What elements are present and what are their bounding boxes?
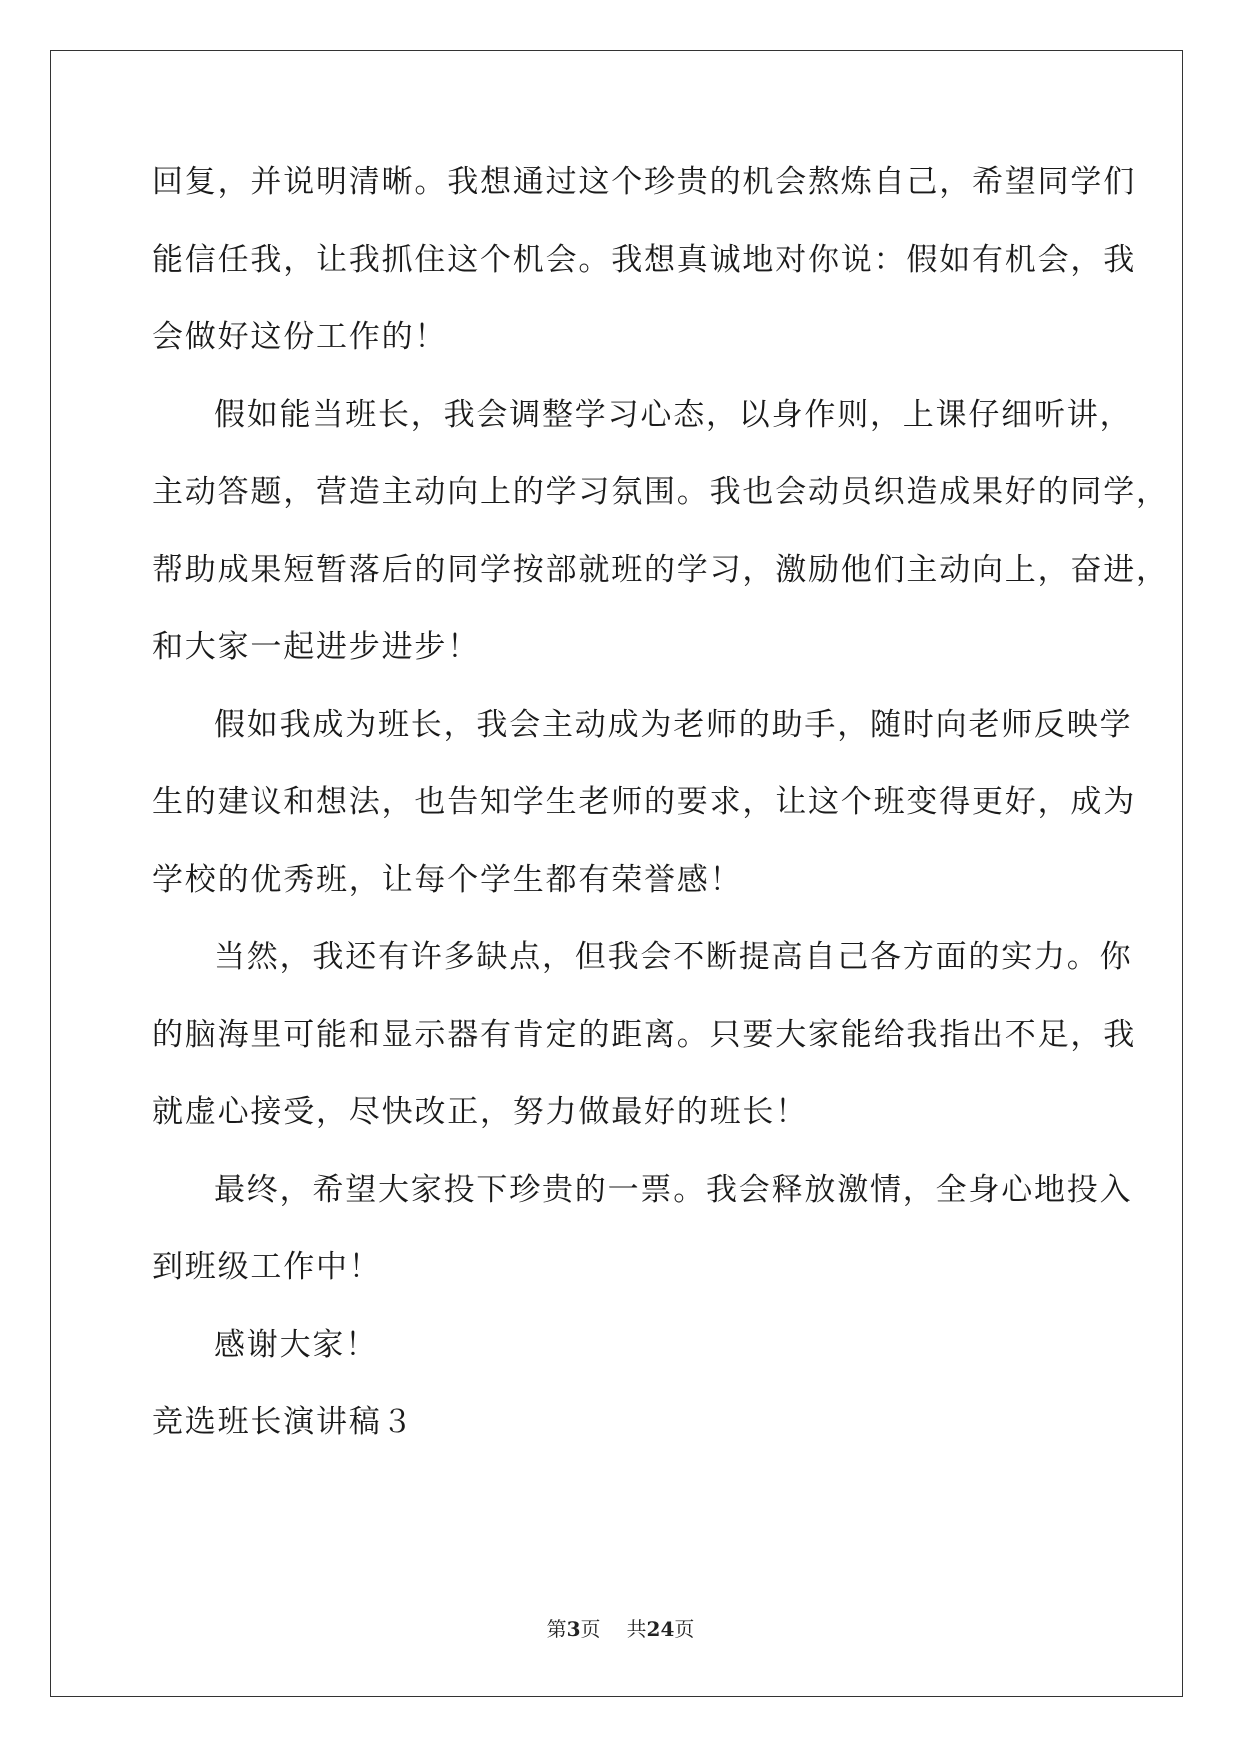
paragraph-first-line: 假如我成为班长，我会主动成为老师的助手，随时向老师反映学 — [214, 706, 1133, 743]
total-page-number: 24 — [646, 1617, 675, 1641]
paragraph-first-line: 感谢大家！ — [214, 1326, 378, 1363]
text-line: 帮助成果短暂落后的同学按部就班的学习，激励他们主动向上，奋进， — [152, 551, 1169, 588]
document-body — [152, 164, 1169, 1482]
text-line: 能信任我，让我抓住这个机会。我想真诚地对你说：假如有机会，我 — [152, 241, 1136, 278]
text-line: 就虚心接受，尽快改正，努力做最好的班长！ — [152, 1094, 808, 1130]
paragraph-first-line: 最终，希望大家投下珍贵的一票。我会释放激情，全身心地投入 — [214, 1171, 1133, 1208]
text-line: 的脑海里可能和显示器有肯定的距离。只要大家能给我指出不足，我 — [152, 1016, 1136, 1053]
text-line: 会做好这份工作的！ — [152, 319, 448, 355]
text-line: 学校的优秀班，让每个学生都有荣誉感！ — [152, 861, 743, 898]
total-prefix: 共 — [626, 1617, 647, 1641]
page-suffix: 页 — [580, 1617, 601, 1641]
text-line: 到班级工作中！ — [152, 1249, 382, 1285]
section-heading: 竞选班长演讲稿３ — [152, 1404, 415, 1440]
page-prefix: 第 — [546, 1617, 567, 1641]
text-line: 回复，并说明清晰。我想通过这个珍贵的机会熬炼自己，希望同学们 — [152, 164, 1136, 200]
page-footer — [0, 1617, 1241, 1641]
text-line: 生的建议和想法，也告知学生老师的要求，让这个班变得更好，成为 — [152, 784, 1136, 820]
total-suffix: 页 — [674, 1617, 695, 1641]
current-page-number: 3 — [566, 1617, 581, 1641]
paragraph-first-line: 假如能当班长，我会调整学习心态，以身作则，上课仔细听讲， — [214, 396, 1133, 433]
text-line: 主动答题，营造主动向上的学习氛围。我也会动员织造成果好的同学， — [152, 474, 1169, 510]
paragraph-first-line: 当然，我还有许多缺点，但我会不断提高自己各方面的实力。你 — [214, 939, 1133, 975]
text-line: 和大家一起进步进步！ — [152, 629, 480, 665]
